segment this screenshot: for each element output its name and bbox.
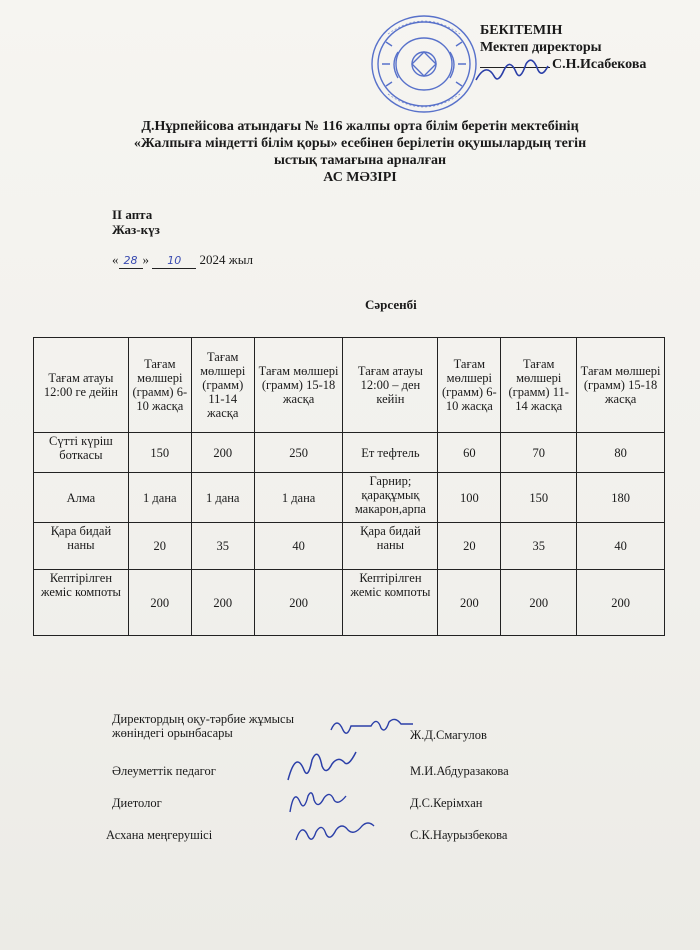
header-cell: Тағам мөлшері (грамм) 15-18 жасқа: [577, 338, 665, 433]
week-info: [112, 207, 160, 237]
title-line-4: АС МӘЗІРІ: [323, 170, 397, 185]
table-cell: Кептірілген жеміс компоты: [343, 570, 438, 636]
title-line-1: Д.Нұрпейісова атындағы № 116 жалпы орта білім беретін мектебінің: [141, 119, 579, 134]
signature-role: Асхана меңгерушісі: [106, 828, 213, 842]
signature-row: [112, 796, 592, 816]
signature-row: [106, 828, 592, 848]
header-cell: Тағам атауы 12:00 – ден кейін: [343, 338, 438, 433]
table-cell: Гарнир; қарақұмық макарон,арпа: [343, 473, 438, 523]
table-cell: 200: [191, 433, 254, 473]
signature-icon: [292, 818, 382, 848]
signature-role-line: жөніндегі орынбасары: [112, 726, 233, 740]
table-cell: 35: [191, 523, 254, 570]
table-cell: 200: [254, 570, 343, 636]
date-close-quote: »: [142, 252, 149, 267]
document-title: [100, 118, 620, 186]
table-cell: 200: [501, 570, 577, 636]
signature-name: Ж.Д.Смагулов: [410, 728, 487, 742]
signature-row: [112, 712, 592, 742]
header-cell: Тағам мөлшері (грамм) 11-14 жасқа: [501, 338, 577, 433]
date-day: 28: [123, 254, 138, 267]
table-cell: 1 дана: [191, 473, 254, 523]
table-cell: 150: [128, 433, 191, 473]
header-cell: Тағам мөлшері (грамм) 11-14 жасқа: [191, 338, 254, 433]
table-cell: 20: [438, 523, 501, 570]
signature-name: М.И.Абдуразакова: [410, 764, 509, 778]
table-cell: 200: [438, 570, 501, 636]
table-cell: Сүтті күріш боткасы: [34, 433, 129, 473]
table-header-row: [34, 338, 665, 433]
title-line-2: «Жалпыға міндетті білім қоры» есебінен берілетін оқушылардың тегін: [133, 136, 587, 151]
table-cell: Кептірілген жеміс компоты: [34, 570, 129, 636]
date-month: 10: [167, 254, 182, 267]
signature-icon: [284, 786, 354, 818]
signature-role-line: Директордың оқу-тәрбие жұмысы: [112, 712, 294, 726]
table-row: [34, 523, 665, 570]
table-row: [34, 570, 665, 636]
signature-name: С.К.Наурызбекова: [410, 828, 508, 842]
table-cell: 150: [501, 473, 577, 523]
table-cell: Қара бидай наны: [34, 523, 129, 570]
table-cell: 40: [577, 523, 665, 570]
table-cell: 1 дана: [128, 473, 191, 523]
menu-table: [33, 337, 665, 636]
signature-row: [112, 764, 592, 784]
header-cell: Тағам мөлшері (грамм) 6-10 жасқа: [438, 338, 501, 433]
header-cell: Тағам мөлшері (грамм) 6-10 жасқа: [128, 338, 191, 433]
week-label: ІІ апта: [112, 207, 153, 222]
school-seal-icon: [368, 12, 480, 116]
signature-role: [112, 712, 294, 740]
table-cell: 250: [254, 433, 343, 473]
date-year: 2024 жыл: [199, 252, 253, 267]
table-cell: 200: [577, 570, 665, 636]
table-cell: 180: [577, 473, 665, 523]
table-cell: 100: [438, 473, 501, 523]
table-cell: 70: [501, 433, 577, 473]
approval-position: Мектеп директоры: [480, 40, 602, 55]
date-line: [112, 252, 253, 269]
table-cell: 35: [501, 523, 577, 570]
date-open-quote: «: [112, 252, 119, 267]
approval-heading: БЕКІТЕМІН: [480, 23, 563, 38]
signature-icon: [327, 712, 417, 740]
table-cell: Қара бидай наны: [343, 523, 438, 570]
table-cell: 200: [191, 570, 254, 636]
table-row: [34, 473, 665, 523]
table-cell: 40: [254, 523, 343, 570]
signature-icon: [282, 750, 372, 784]
signature-name: Д.С.Керімхан: [410, 796, 483, 810]
table-cell: Ет тефтель: [343, 433, 438, 473]
table-cell: 200: [128, 570, 191, 636]
table-cell: 1 дана: [254, 473, 343, 523]
day-name: Сәрсенбі: [365, 297, 417, 312]
table-cell: Алма: [34, 473, 129, 523]
signature-role: Диетолог: [112, 796, 162, 810]
table-cell: 60: [438, 433, 501, 473]
director-name: С.Н.Исабекова: [552, 57, 647, 72]
table-row: [34, 433, 665, 473]
table-cell: 80: [577, 433, 665, 473]
header-cell: Тағам атауы 12:00 ге дейін: [34, 338, 129, 433]
signature-role: Әлеуметтік педагог: [112, 764, 216, 778]
header-cell: Тағам мөлшері (грамм) 15-18 жасқа: [254, 338, 343, 433]
season-label: Жаз-күз: [112, 222, 160, 237]
director-signature-icon: [472, 58, 562, 90]
table-cell: 20: [128, 523, 191, 570]
title-line-3: ыстық тамағына арналған: [273, 153, 447, 168]
